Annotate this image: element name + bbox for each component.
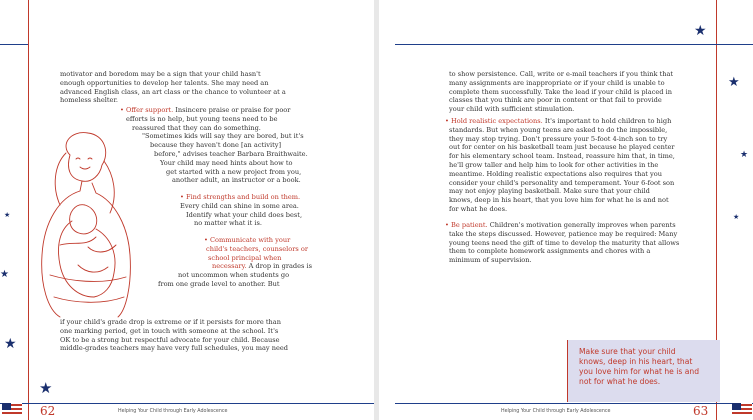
text-line: enough opportunities to develop her talents. She may need an	[60, 78, 269, 87]
pull-quote-text	[579, 347, 715, 387]
star-icon: ★	[694, 23, 707, 39]
text-line: out for center on his basketball team just because he played center	[449, 143, 675, 152]
text-line: before," advises teacher Barbara Braithwaite.	[154, 149, 308, 158]
text-run: Insincere praise or praise for poor	[175, 106, 291, 114]
be-patient-block	[445, 221, 719, 265]
text-line: young teens need the gift of time to develop the maturity that allows	[449, 238, 680, 247]
pull-quote-callout	[567, 340, 720, 402]
text-line: to show persistence. Call, write or e-mail teachers if you think that	[449, 70, 674, 78]
text-line: not for what he does.	[579, 377, 661, 386]
find-strengths-heading: Find strengths and build on them.	[186, 193, 301, 201]
text-line: meantime. Holding realistic expectations also requires that you	[449, 169, 662, 178]
bullet-icon: •	[180, 193, 184, 201]
bullet-icon: •	[204, 236, 208, 244]
bullet-icon: •	[120, 106, 124, 114]
text-line: Your child may need hints about how to	[160, 158, 293, 167]
text-line: standards. But when young teens are asked to do the impossible,	[449, 125, 668, 134]
star-icon: ★	[740, 150, 749, 160]
bullet-icon: •	[445, 221, 449, 229]
text-line: Every child can shine in some area.	[180, 201, 299, 210]
text-line: your child with sufficient stimulation.	[449, 105, 575, 114]
text-line: knows, deep in his heart, that	[579, 357, 693, 366]
text-line: "Sometimes kids will say they are bored, but it's	[142, 132, 304, 141]
star-icon: ★	[4, 211, 11, 219]
text-line: if your child's grade drop is extreme or if it persists for more than	[60, 318, 281, 326]
text-run: Children's motivation generally improves when parents	[489, 221, 676, 229]
right-top-rule	[395, 44, 753, 45]
text-line: may not enjoy playing basketball. Make sure that your child	[449, 187, 650, 196]
star-icon: ★	[0, 269, 9, 280]
running-footer: Helping Your Child through Early Adolescence	[501, 409, 611, 414]
text-line: he'll grow taller and help him to look for other activities in the	[449, 160, 659, 169]
text-line: they may stop trying. Don't pressure your 5-foot 4-inch son to try	[449, 134, 668, 143]
text-line: knows, deep in his heart, that you love him for what he is and not	[449, 196, 669, 205]
patient-heading: Be patient.	[451, 221, 488, 229]
bullet-icon: •	[445, 117, 449, 125]
text-line: minimum of supervision.	[449, 256, 532, 265]
left-intro-paragraph	[60, 70, 360, 105]
star-icon: ★	[4, 336, 17, 352]
star-icon: ★	[39, 379, 53, 397]
realistic-heading: Hold realistic expectations.	[451, 117, 543, 125]
text-line: because they haven't done [an activity]	[150, 141, 282, 150]
communicate-heading: child's teachers, counselors or	[206, 244, 308, 253]
text-line	[445, 117, 719, 126]
text-line: them to complete homework assignments and chores with a	[449, 247, 651, 256]
text-line	[0, 106, 374, 115]
text-line: not uncommon when students go	[178, 271, 290, 280]
text-line: another adult, an instructor or a book.	[172, 176, 301, 185]
find-strengths-block	[0, 193, 374, 228]
text-line: complete them successfully. Take the lead if your child is placed in	[449, 87, 672, 96]
text-line: for his elementary school team. Instead, reassure him that, in time,	[449, 152, 675, 161]
text-line: consider your child's personality and temperament. Your 6-foot son	[449, 178, 675, 187]
text-line: many assignments are inappropriate or if your child is unable to	[449, 78, 665, 87]
flag-icon	[732, 403, 752, 416]
text-line: no matter what it is.	[194, 219, 262, 228]
text-line: one marking period, get in touch with someone at the school. It's	[60, 326, 279, 335]
text-line: reassured that they can do something.	[132, 123, 261, 132]
text-line: for what he does.	[449, 204, 508, 213]
offer-support-heading: Offer support.	[126, 106, 174, 114]
text-line: efforts is no help, but young teens need to be	[126, 114, 278, 123]
text-line: get started with a new project from you,	[166, 167, 302, 176]
left-bottom-rule	[0, 403, 374, 404]
communicate-heading: Communicate with your	[210, 236, 291, 244]
text-line: middle-grades teachers may have very full schedules, you may need	[60, 344, 289, 353]
text-line: from one grade level to another. But	[158, 279, 280, 288]
text-line	[445, 221, 719, 230]
text-line	[0, 193, 374, 202]
page-number: 63	[693, 404, 709, 418]
communicate-heading: necessary.	[212, 262, 247, 271]
text-line: classes that you think are poor in content or that fail to provide	[449, 96, 662, 105]
text-line	[0, 262, 374, 271]
page-number: 62	[40, 404, 56, 418]
text-run: It's important to hold children to high	[544, 117, 672, 125]
star-icon: ★	[733, 213, 740, 221]
right-intro-paragraph	[449, 70, 719, 114]
text-line: take the steps discussed. However, patience may be required: Many	[449, 229, 678, 238]
text-line: homeless shelter.	[60, 96, 118, 105]
communicate-heading: school principal when	[208, 253, 282, 262]
text-run: A drop in grades is	[248, 262, 313, 271]
text-line: motivator and boredom may be a sign that your child hasn't	[60, 70, 261, 78]
star-icon: ★	[728, 75, 740, 90]
offer-support-block	[0, 106, 374, 185]
communicate-continuation	[60, 318, 360, 353]
flag-icon	[2, 403, 22, 416]
text-line: Identify what your child does best,	[186, 210, 303, 219]
text-line: Make sure that your child	[579, 347, 676, 356]
text-line	[0, 236, 374, 245]
text-line: OK to be a strong but respectful advocate for your child. Because	[60, 335, 280, 344]
left-page	[0, 0, 374, 420]
text-line: advanced English class, an art class or the chance to volunteer at a	[60, 87, 286, 96]
running-footer: Helping Your Child through Early Adolescence	[118, 409, 228, 414]
realistic-expectations-block	[445, 117, 719, 214]
left-top-rule	[0, 44, 28, 45]
communicate-block	[0, 236, 374, 289]
text-line: you love him for what he is and	[579, 367, 700, 376]
